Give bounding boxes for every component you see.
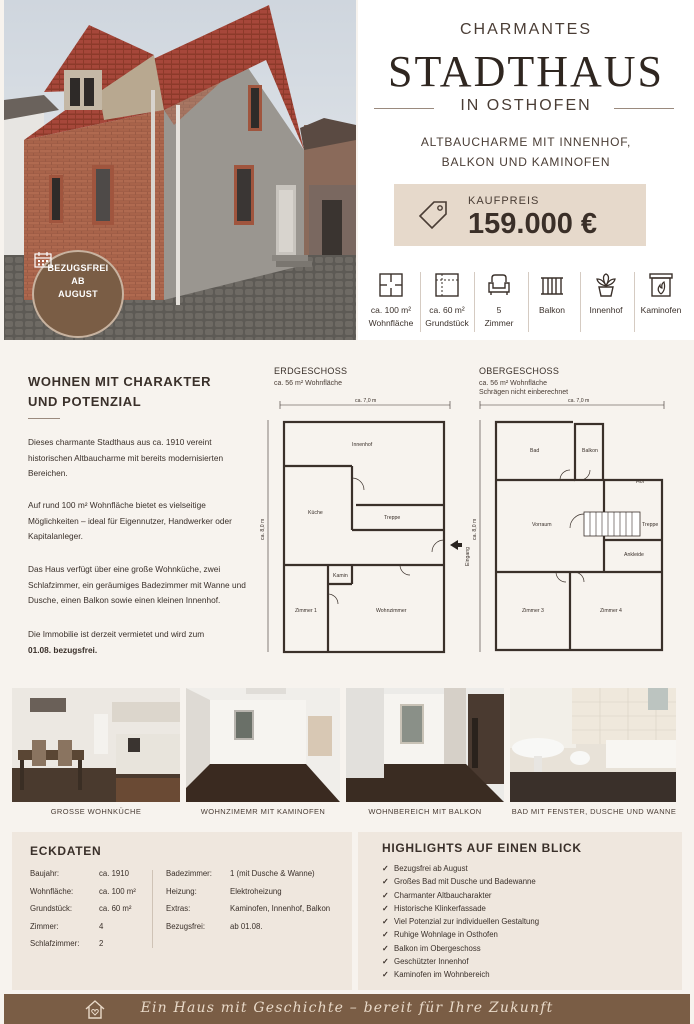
plan-eg-width: ca. 7,0 m xyxy=(355,398,377,404)
photo-caption: BAD MIT FENSTER, DUSCHE UND WANNE xyxy=(511,807,677,816)
description-paragraph: Dieses charmante Stadthaus aus ca. 1910 vereint historischen Altbaucharme mit bereits modernisierten Bereichen. xyxy=(28,437,224,478)
check-icon: ✓ xyxy=(382,957,389,967)
page-title: STADTHAUS xyxy=(387,47,665,96)
highlight-text: Geschützter Innenhof xyxy=(394,957,469,967)
check-icon: ✓ xyxy=(382,917,389,927)
highlight-text: Charmanter Altbaucharakter xyxy=(394,890,492,900)
plan-og-width: ca. 7,0 m xyxy=(568,398,590,404)
plan-eg-room: Treppe xyxy=(384,515,401,521)
highlight-text: Großes Bad mit Dusche und Badewanne xyxy=(394,877,536,887)
highlight-item xyxy=(382,955,539,968)
plan-eg-room: Zimmer 1 xyxy=(295,608,317,614)
title-top: CHARMANTES xyxy=(459,21,592,38)
plan-og-room: Ankleide xyxy=(624,552,644,558)
check-icon: ✓ xyxy=(382,877,389,887)
check-icon: ✓ xyxy=(382,970,389,980)
photo-bathroom xyxy=(510,688,676,802)
highlight-item xyxy=(382,915,539,928)
plan-eg-title: ERDGESCHOSS xyxy=(274,366,348,376)
key-facts-values-left: ca. 1910 ca. 100 m² ca. 60 m² 4 2 xyxy=(99,869,136,948)
highlight-text: Bezugsfrei ab August xyxy=(394,864,468,873)
description-paragraph: Das Haus verfügt über eine große Wohnküche, zwei Schlafzimmer, ein geräumiges Badezimmer mit Wanne und Dusche, einen Balkon sowie einen kleinen Innenhof. xyxy=(28,564,246,605)
plan-og-room: Vorraum xyxy=(532,522,552,528)
photo-living-room xyxy=(186,688,340,802)
plan-eg-room: Kamin xyxy=(333,573,348,579)
footer-slogan: Ein Haus mit Geschichte – bereit für Ihre Zukunft xyxy=(140,1000,554,1016)
highlight-item xyxy=(382,902,539,915)
photo-caption: WOHNBEREICH MIT BALKON xyxy=(368,807,482,816)
highlight-text: Viel Potenzial zur individuellen Gestaltung xyxy=(394,917,540,927)
key-facts-labels-right: Badezimmer: Heizung: Extras: Bezugsfrei: xyxy=(166,869,212,931)
plan-og-room: Bad xyxy=(530,448,540,454)
section-title-line: UND POTENZIAL xyxy=(28,394,142,409)
highlight-text: Ruhige Wohnlage in Osthofen xyxy=(394,930,498,940)
title-desc-line: ALTBAUCHARME MIT INNENHOF, xyxy=(420,135,632,149)
plan-eg-room: Wohnzimmer xyxy=(376,608,407,614)
highlights-list xyxy=(382,862,539,982)
plan-og-room: Zimmer 3 xyxy=(522,608,544,614)
key-facts-box xyxy=(12,832,352,990)
photo-caption: WOHNZIMEMR MIT KAMINOFEN xyxy=(200,807,326,816)
photo-caption: GROSSE WOHNKÜCHE xyxy=(50,807,142,816)
highlight-text: Balkon im Obergeschoss xyxy=(394,943,481,953)
badge-line: BEZUGSFREI xyxy=(47,263,109,273)
key-facts-labels-left: Baujahr: Wohnfläche: Grundstück: Zimmer: Schlafzimmer: xyxy=(30,869,80,948)
highlight-item xyxy=(382,942,539,955)
footer-banner xyxy=(4,994,690,1024)
check-icon: ✓ xyxy=(382,903,389,913)
plan-og-room: Balkon xyxy=(582,448,598,454)
check-icon: ✓ xyxy=(382,943,389,953)
feature-label: ca. 100 m² Wohnfläche xyxy=(368,305,414,328)
plan-og-room: Treppe xyxy=(642,522,659,528)
highlight-text: Historische Klinkerfassade xyxy=(394,903,486,913)
plan-og-room: Zimmer 4 xyxy=(600,608,622,614)
feature-label: Balkon xyxy=(539,305,565,315)
badge-line: AB xyxy=(71,276,85,286)
highlight-item xyxy=(382,928,539,941)
title-desc-line: BALKON UND KAMINOFEN xyxy=(441,155,611,169)
highlights-box xyxy=(358,832,682,990)
plan-eg-room: Küche xyxy=(308,510,323,516)
highlights-title: HIGHLIGHTS AUF EINEN BLICK xyxy=(382,841,582,855)
plan-og-room: Hof xyxy=(636,479,645,485)
feature-label: Innenhof xyxy=(589,305,623,315)
plan-eg-height: ca. 8,0 m xyxy=(260,518,266,540)
price-value: 159.000 € xyxy=(468,208,598,240)
highlight-item xyxy=(382,889,539,902)
title-location: IN OSTHOFEN xyxy=(460,97,592,114)
check-icon: ✓ xyxy=(382,890,389,900)
section-title-line: WOHNEN MIT CHARAKTER xyxy=(28,374,212,389)
highlight-text: Kaminofen im Wohnbereich xyxy=(394,970,490,980)
description-paragraph: Die Immobilie ist derzeit vermietet und wird zum 01.08. bezugsfrei. xyxy=(28,629,205,655)
highlight-item xyxy=(382,862,539,875)
plan-eg-subtitle: ca. 56 m² Wohnfläche xyxy=(274,380,342,387)
entrance-arrow-icon xyxy=(450,540,458,550)
price-label: KAUFPREIS xyxy=(468,195,540,207)
description-paragraph: Auf rund 100 m² Wohnfläche bietet es vielseitige Möglichkeiten – ideal für Eigennutzer, Handwerker oder Kapitalanleger. xyxy=(28,500,232,541)
highlight-item xyxy=(382,968,539,981)
key-facts-divider xyxy=(152,870,153,948)
check-icon: ✓ xyxy=(382,930,389,940)
plan-og-height: ca. 8,0 m xyxy=(472,518,478,540)
plan-og-subtitle: ca. 56 m² Wohnfläche Schrägen nicht einberechnet xyxy=(479,380,569,396)
feature-label: 5 Zimmer xyxy=(484,305,514,328)
badge-line: AUGUST xyxy=(58,289,98,299)
feature-label: Kaminofen xyxy=(640,305,682,315)
plan-og-title: OBERGESCHOSS xyxy=(479,366,560,376)
plan-eg-room: Innenhof xyxy=(352,442,373,448)
plan-entrance-label: Eingang xyxy=(465,546,471,566)
photo-balcony-area xyxy=(346,688,504,802)
key-facts-values-right: 1 (mit Dusche & Wanne) Elektroheizung Kaminofen, Innenhof, Balkon ab 01.08. xyxy=(230,869,331,931)
feature-label: ca. 60 m² Grundstück xyxy=(425,305,469,328)
photo-kitchen xyxy=(12,688,180,802)
key-facts-title: ECKDATEN xyxy=(30,844,102,858)
highlight-item xyxy=(382,875,539,888)
check-icon: ✓ xyxy=(382,864,389,873)
